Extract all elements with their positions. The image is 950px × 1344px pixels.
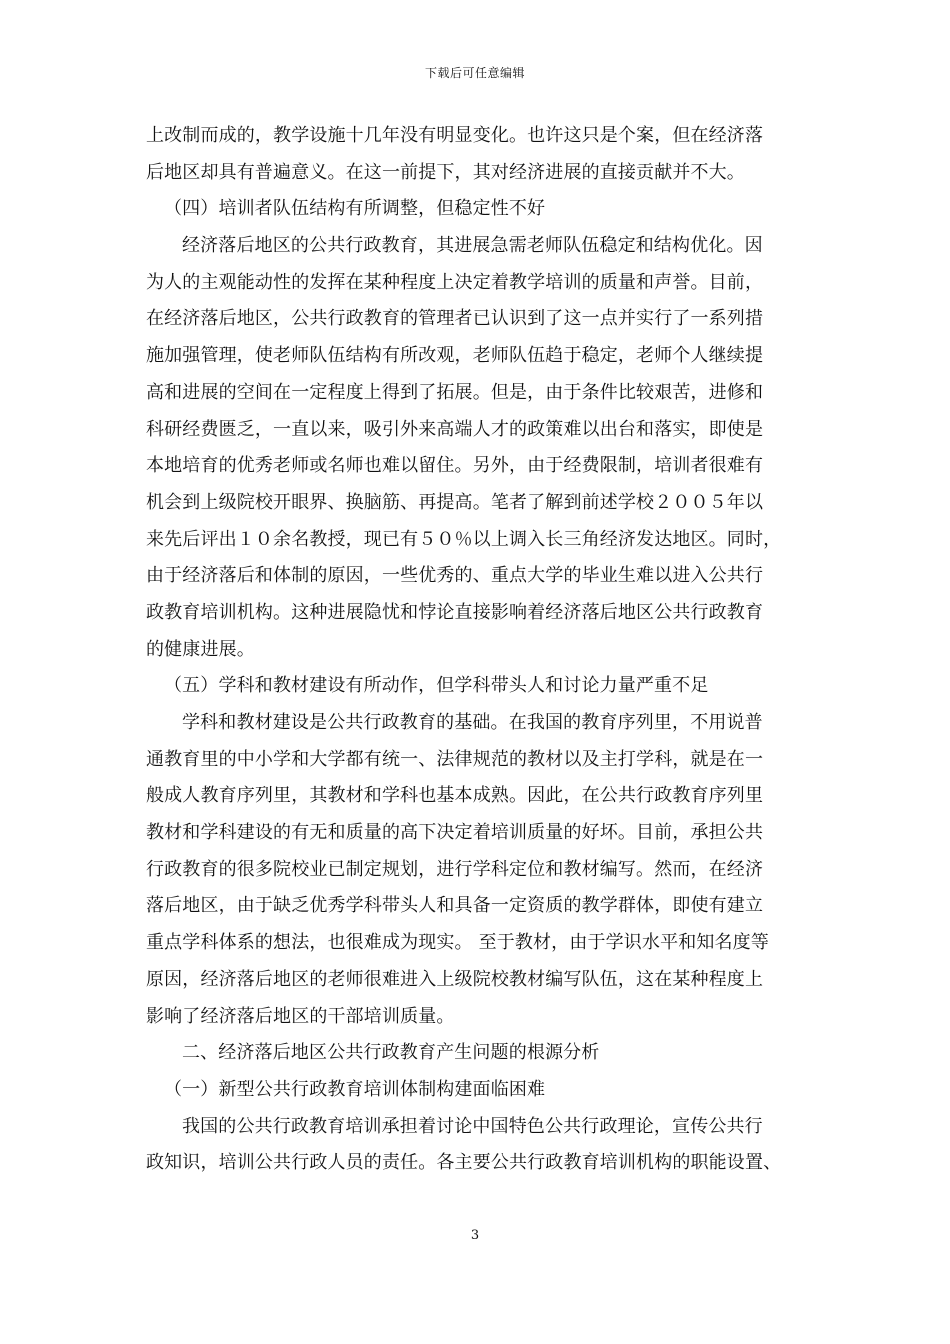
paragraph-start-line: 学科和教材建设是公共行政教育的基础。在我国的教育序列里，不用说普 [182,712,763,733]
text-line: 由于经济落后和体制的原因，一些优秀的、重点大学的毕业生难以进入公共行 [146,565,764,587]
paragraph-start-line: 我国的公共行政教育培训承担着讨论中国特色公共行政理论，宣传公共行 [182,1115,763,1137]
text-line: 般成人教育序列里，其教材和学科也基本成熟。因此，在公共行政教育序列里 [146,785,764,807]
text-line: 上改制而成的，教学设施十几年没有明显变化。也许这只是个案，但在经济落 [146,125,764,146]
section-heading: （五）学科和教材建设有所动作，但学科带头人和讨论力量严重不足 [164,675,709,697]
document-body [146,118,808,1182]
text-line: 原因，经济落后地区的老师很难进入上级院校教材编写队伍，这在某种程度上 [146,968,764,990]
text-line: 通教育里的中小学和大学都有统一、法律规范的教材以及主打学科，就是在一 [146,748,764,770]
text-line: 来先后评出１０余名教授，现已有５０％以上调入长三角经济发达地区。同时， [146,528,782,550]
text-line: 在经济落后地区，公共行政教育的管理者已认识到了这一点并实行了一系列措 [146,308,764,330]
text-line: 施加强管理，使老师队伍结构有所改观，老师队伍趋于稳定，老师个人继续提 [146,345,764,367]
chapter-heading: 二、经济落后地区公共行政教育产生问题的根源分析 [182,1042,600,1064]
text-line: 行政教育的很多院校业已制定规划，进行学科定位和教材编写。然而，在经济 [146,858,764,880]
page-number: 3 [470,1228,480,1243]
text-line: 科研经费匮乏，一直以来，吸引外来高端人才的政策难以出台和落实，即使是 [146,418,764,440]
section-heading: （四）培训者队伍结构有所调整，但稳定性不好 [164,198,546,220]
text-line: 本地培育的优秀老师或名师也难以留住。另外，由于经费限制，培训者很难有 [146,455,764,477]
text-line: 政教育培训机构。这种进展隐忧和悖论直接影响着经济落后地区公共行政教育 [146,601,764,623]
text-line: 教材和学科建设的有无和质量的高下决定着培训质量的好坏。目前，承担公共 [146,822,764,844]
text-line: 后地区却具有普遍意义。在这一前提下，其对经济进展的直接贡献并不大。 [146,161,745,183]
text-line: 落后地区，由于缺乏优秀学科带头人和具备一定资质的教学群体，即使有建立 [146,895,764,917]
text-line: 为人的主观能动性的发挥在某种程度上决定着教学培训的质量和声誉。目前， [146,271,764,293]
text-line: 重点学科体系的想法，也很难成为现实。 至于教材，由于学识水平和知名度等 [146,932,769,954]
paragraph-start-line: 经济落后地区的公共行政教育，其进展急需老师队伍稳定和结构优化。因 [182,235,763,257]
text-line: 高和进展的空间在一定程度上得到了拓展。但是，由于条件比较艰苦，进修和 [146,381,764,403]
text-line: 政知识，培训公共行政人员的责任。各主要公共行政教育培训机构的职能设置、 [146,1152,782,1174]
text-line: 影响了经济落后地区的干部培训质量。 [146,1005,455,1027]
text-line: 的健康进展。 [146,638,255,660]
header-note: 下载后可任意编辑 [424,66,525,80]
section-heading: （一）新型公共行政教育培训体制构建面临困难 [164,1078,546,1100]
text-line: 机会到上级院校开眼界、换脑筋、再提高。笔者了解到前述学校２００５年以 [146,491,764,513]
